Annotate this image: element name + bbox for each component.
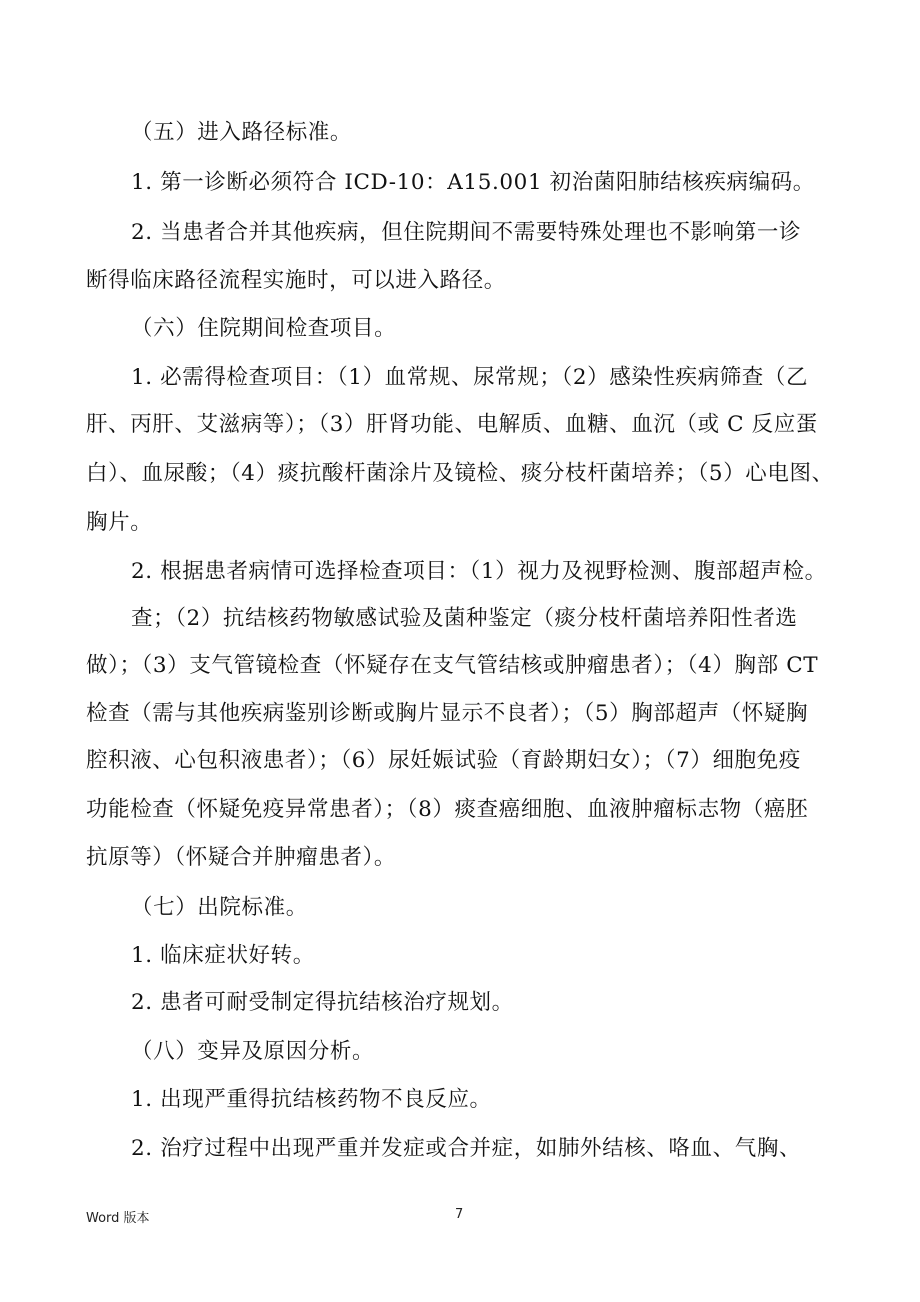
footer-label: Word 版本 [86,1211,150,1226]
heading-discharge-criteria: （七）出院标准。 [131,895,308,920]
paragraph-line: 抗原等）（怀疑合并肿瘤患者）。 [86,845,397,870]
paragraph-line: 肝、丙肝、艾滋病等）；（3）肝肾功能、电解质、血糖、血沉（或 C 反应蛋 [86,412,818,437]
heading-entry-criteria: （五）进入路径标准。 [131,120,353,145]
paragraph-line: 1. 出现严重得抗结核药物不良反应。 [131,1087,492,1112]
paragraph-line: 2. 根据患者病情可选择检查项目：（1）视力及视野检测、腹部超声检。 [131,559,827,584]
paragraph-line: 1. 必需得检查项目：（1）血常规、尿常规；（2）感染性疾病筛查（乙 [131,365,809,390]
paragraph-line: 2. 当患者合并其他疾病，但住院期间不需要特殊处理也不影响第一诊 [131,220,802,245]
paragraph-line: 胸片。 [86,510,153,535]
paragraph-line: 1. 第一诊断必须符合 ICD-10：A15.001 初治菌阳肺结核疾病编码。 [131,170,815,195]
heading-inpatient-exams: （六）住院期间检查项目。 [131,316,397,341]
paragraph-line: 2. 患者可耐受制定得抗结核治疗规划。 [131,990,514,1015]
heading-variation-analysis: （八）变异及原因分析。 [131,1039,375,1064]
paragraph-line: 断得临床路径流程实施时，可以进入路径。 [86,268,506,293]
paragraph-line: 功能检查（怀疑免疫异常患者）；（8）痰查癌细胞、血液肿瘤标志物（癌胚 [86,797,809,822]
paragraph-line: 检查（需与其他疾病鉴别诊断或胸片显示不良者）；（5）胸部超声（怀疑胸 [86,701,809,726]
paragraph-line: 查；（2）抗结核药物敏感试验及菌种鉴定（痰分枝杆菌培养阳性者选 [131,606,798,631]
paragraph-line: 腔积液、心包积液患者）；（6）尿妊娠试验（育龄期妇女）；（7）细胞免疫 [86,748,801,773]
paragraph-line: 白）、血尿酸；（4）痰抗酸杆菌涂片及镜检、痰分枝杆菌培养；（5）心电图、 [86,461,834,486]
page-number: 7 [455,1207,464,1222]
paragraph-line: 做）；（3）支气管镜检查（怀疑存在支气管结核或肿瘤患者）；（4）胸部 CT [86,653,819,678]
paragraph-line: 2. 治疗过程中出现严重并发症或合并症，如肺外结核、咯血、气胸、 [131,1136,802,1161]
paragraph-line: 1. 临床症状好转。 [131,943,315,968]
